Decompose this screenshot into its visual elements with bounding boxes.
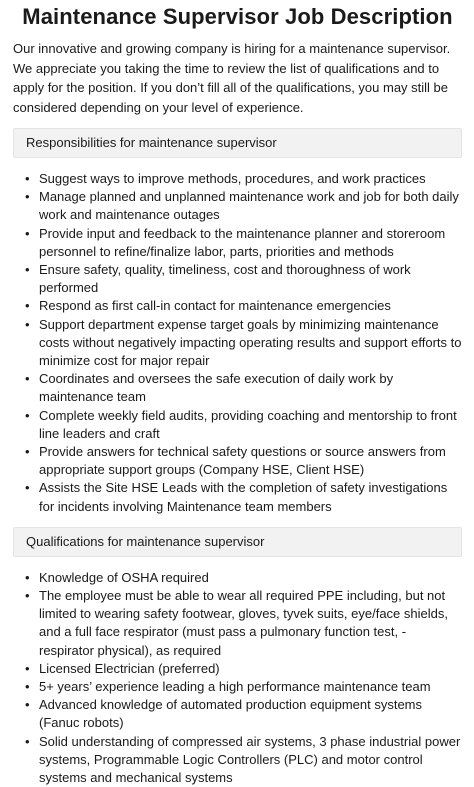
list-item-text: Support department expense target goals by minimizing maintenance costs without negatively impacting operating results and support efforts to minimize cost for major repair: [39, 316, 462, 369]
list-item-text: 5+ years’ experience leading a high performance maintenance team: [39, 679, 431, 695]
intro-paragraph: Our innovative and growing company is hiring for a maintenance supervisor. We appreciate you taking the time to review the list of qualifications and to apply for the position. If you don’t fill all of the qualifications, you may still be considered depending on your level of experience.: [13, 41, 451, 115]
list-item-text: Coordinates and oversees the safe execution of daily work by maintenance team: [39, 371, 394, 405]
bullet-icon: •: [25, 171, 30, 186]
list-item: [13, 370, 462, 406]
list-item: [13, 587, 462, 660]
list-item-text: Ensure safety, quality, timeliness, cost and thoroughness of work performed: [39, 262, 411, 296]
qualifications-header: Qualifications for maintenance supervisor: [13, 527, 462, 557]
list-item: [13, 261, 462, 297]
list-item-text: Provide input and feedback to the maintenance planner and storeroom personnel to refine/finalize labor, parts, priorities and methods: [39, 225, 446, 259]
bullet-icon: •: [25, 588, 30, 604]
list-item: [13, 569, 462, 587]
list-item: [13, 297, 462, 315]
list-item-text: The employee must be able to wear all required PPE including, but not limited to wearing safety footwear, gloves, tyvek suits, eye/face shields, and a full face respirator (must pass a pulmonary function test, - respirator physical), as required: [39, 588, 448, 658]
bullet-icon: •: [25, 371, 30, 387]
list-item-text: Provide answers for technical safety questions or source answers from appropriate support groups (Company HSE, Client HSE): [39, 444, 446, 478]
bullet-icon: •: [25, 733, 30, 749]
responsibilities-header: Responsibilities for maintenance supervisor: [13, 128, 462, 158]
bullet-icon: •: [25, 569, 30, 585]
list-item: [13, 733, 462, 787]
bullet-icon: •: [25, 316, 30, 332]
list-item: [13, 696, 462, 732]
list-item: [13, 188, 462, 224]
list-item-text: Assists the Site HSE Leads with the completion of safety investigations for incidents involving Maintenance team members: [39, 480, 448, 514]
list-item: [13, 479, 462, 515]
list-item: [13, 678, 462, 696]
qualifications-list: [13, 569, 462, 787]
bullet-icon: •: [25, 298, 30, 314]
list-item-text: Solid understanding of compressed air systems, 3 phase industrial power systems, Programmable Logic Controllers (PLC) and motor control systems and mechanical systems: [39, 733, 461, 786]
bullet-icon: •: [25, 262, 30, 278]
bullet-icon: •: [25, 189, 30, 205]
list-item: [13, 407, 462, 443]
responsibilities-list: [13, 170, 462, 516]
page-title: Maintenance Supervisor Job Description: [22, 4, 453, 29]
list-item-text: Suggest ways to improve methods, procedures, and work practices: [39, 171, 426, 186]
list-item: [13, 660, 462, 678]
list-item-text: Advanced knowledge of automated production equipment systems (Fanuc robots): [39, 697, 423, 731]
list-item-text: Respond as first call-in contact for maintenance emergencies: [39, 298, 391, 314]
bullet-icon: •: [25, 444, 30, 460]
bullet-icon: •: [25, 697, 30, 713]
bullet-icon: •: [25, 679, 30, 695]
bullet-icon: •: [25, 225, 30, 241]
list-item-text: Licensed Electrician (preferred): [39, 660, 220, 676]
bullet-icon: •: [25, 407, 30, 423]
bullet-icon: •: [25, 480, 30, 496]
list-item-text: Complete weekly field audits, providing coaching and mentorship to front line leaders and craft: [39, 407, 457, 441]
list-item-text: Knowledge of OSHA required: [39, 569, 209, 585]
bullet-icon: •: [25, 660, 30, 676]
list-item: [13, 316, 462, 371]
list-item-text: Manage planned and unplanned maintenance work and job for both daily work and maintenance outages: [39, 189, 459, 223]
list-item: [13, 170, 462, 188]
list-item: [13, 225, 462, 261]
list-item: [13, 443, 462, 479]
